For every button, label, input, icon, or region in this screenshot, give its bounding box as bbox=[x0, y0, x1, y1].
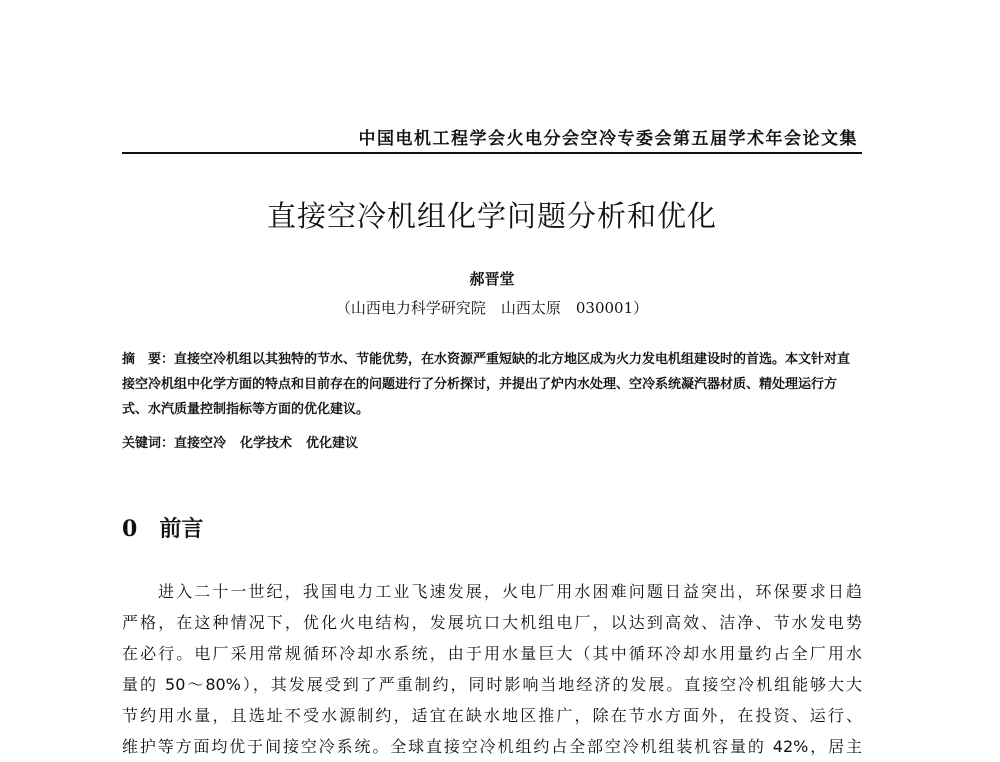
header-rule bbox=[122, 152, 862, 154]
section-number: 0 bbox=[122, 516, 138, 542]
body-line: 维护等方面均优于间接空冷系统。全球直接空冷机组约占全部空冷机组装机容量的 42%，居主 bbox=[122, 737, 862, 756]
abstract-text: 直接空冷机组以其独特的节水、节能优势，在水资源严重短缺的北方地区成为火力发电机组建设时的首选。本文针对直接空冷机组中化学方面的特点和目前存在的问题进行了分析探讨，并提出了炉内水处理、空冷系统凝汽器材质、精处理运行方式、水汽质量控制指标等方面的优化建议。 bbox=[122, 352, 851, 417]
running-header: 中国电机工程学会火电分会空冷专委会第五届学术年会论文集 bbox=[358, 129, 858, 149]
section-title: 前言 bbox=[159, 516, 204, 542]
keywords-label: 关键词： bbox=[122, 436, 175, 451]
paper-title: 直接空冷机组化学问题分析和优化 bbox=[266, 199, 717, 233]
section-heading bbox=[122, 512, 203, 543]
affiliation: （山西电力科学研究院 山西太原 030001） bbox=[335, 299, 649, 317]
abstract-label: 摘 要： bbox=[122, 352, 175, 367]
body-line: 进入二十一世纪，我国电力工业飞速发展，火电厂用水困难问题日益突出，环保要求日趋 bbox=[158, 582, 862, 601]
body-line: 严格，在这种情况下，优化火电结构，发展坑口大机组电厂，以达到高效、洁净、节水发电势 bbox=[122, 613, 862, 632]
keyword-item: 直接空冷 bbox=[174, 436, 227, 451]
body-line: 节约用水量，且选址不受水源制约，适宜在缺水地区推广，除在节水方面外，在投资、运行、 bbox=[122, 706, 862, 725]
author: 郝晋堂 bbox=[469, 270, 515, 288]
abstract bbox=[122, 347, 862, 422]
body-line: 量的 50～80%），其发展受到了严重制约，同时影响当地经济的发展。直接空冷机组能够大大 bbox=[122, 675, 862, 694]
body-line: 在必行。电厂采用常规循环冷却水系统，由于用水量巨大（其中循环冷却水用量约占全厂用水 bbox=[122, 644, 862, 663]
keyword-item: 化学技术 bbox=[240, 436, 293, 451]
body-paragraph bbox=[122, 576, 862, 762]
keywords bbox=[122, 432, 862, 451]
keyword-item: 优化建议 bbox=[306, 436, 359, 451]
